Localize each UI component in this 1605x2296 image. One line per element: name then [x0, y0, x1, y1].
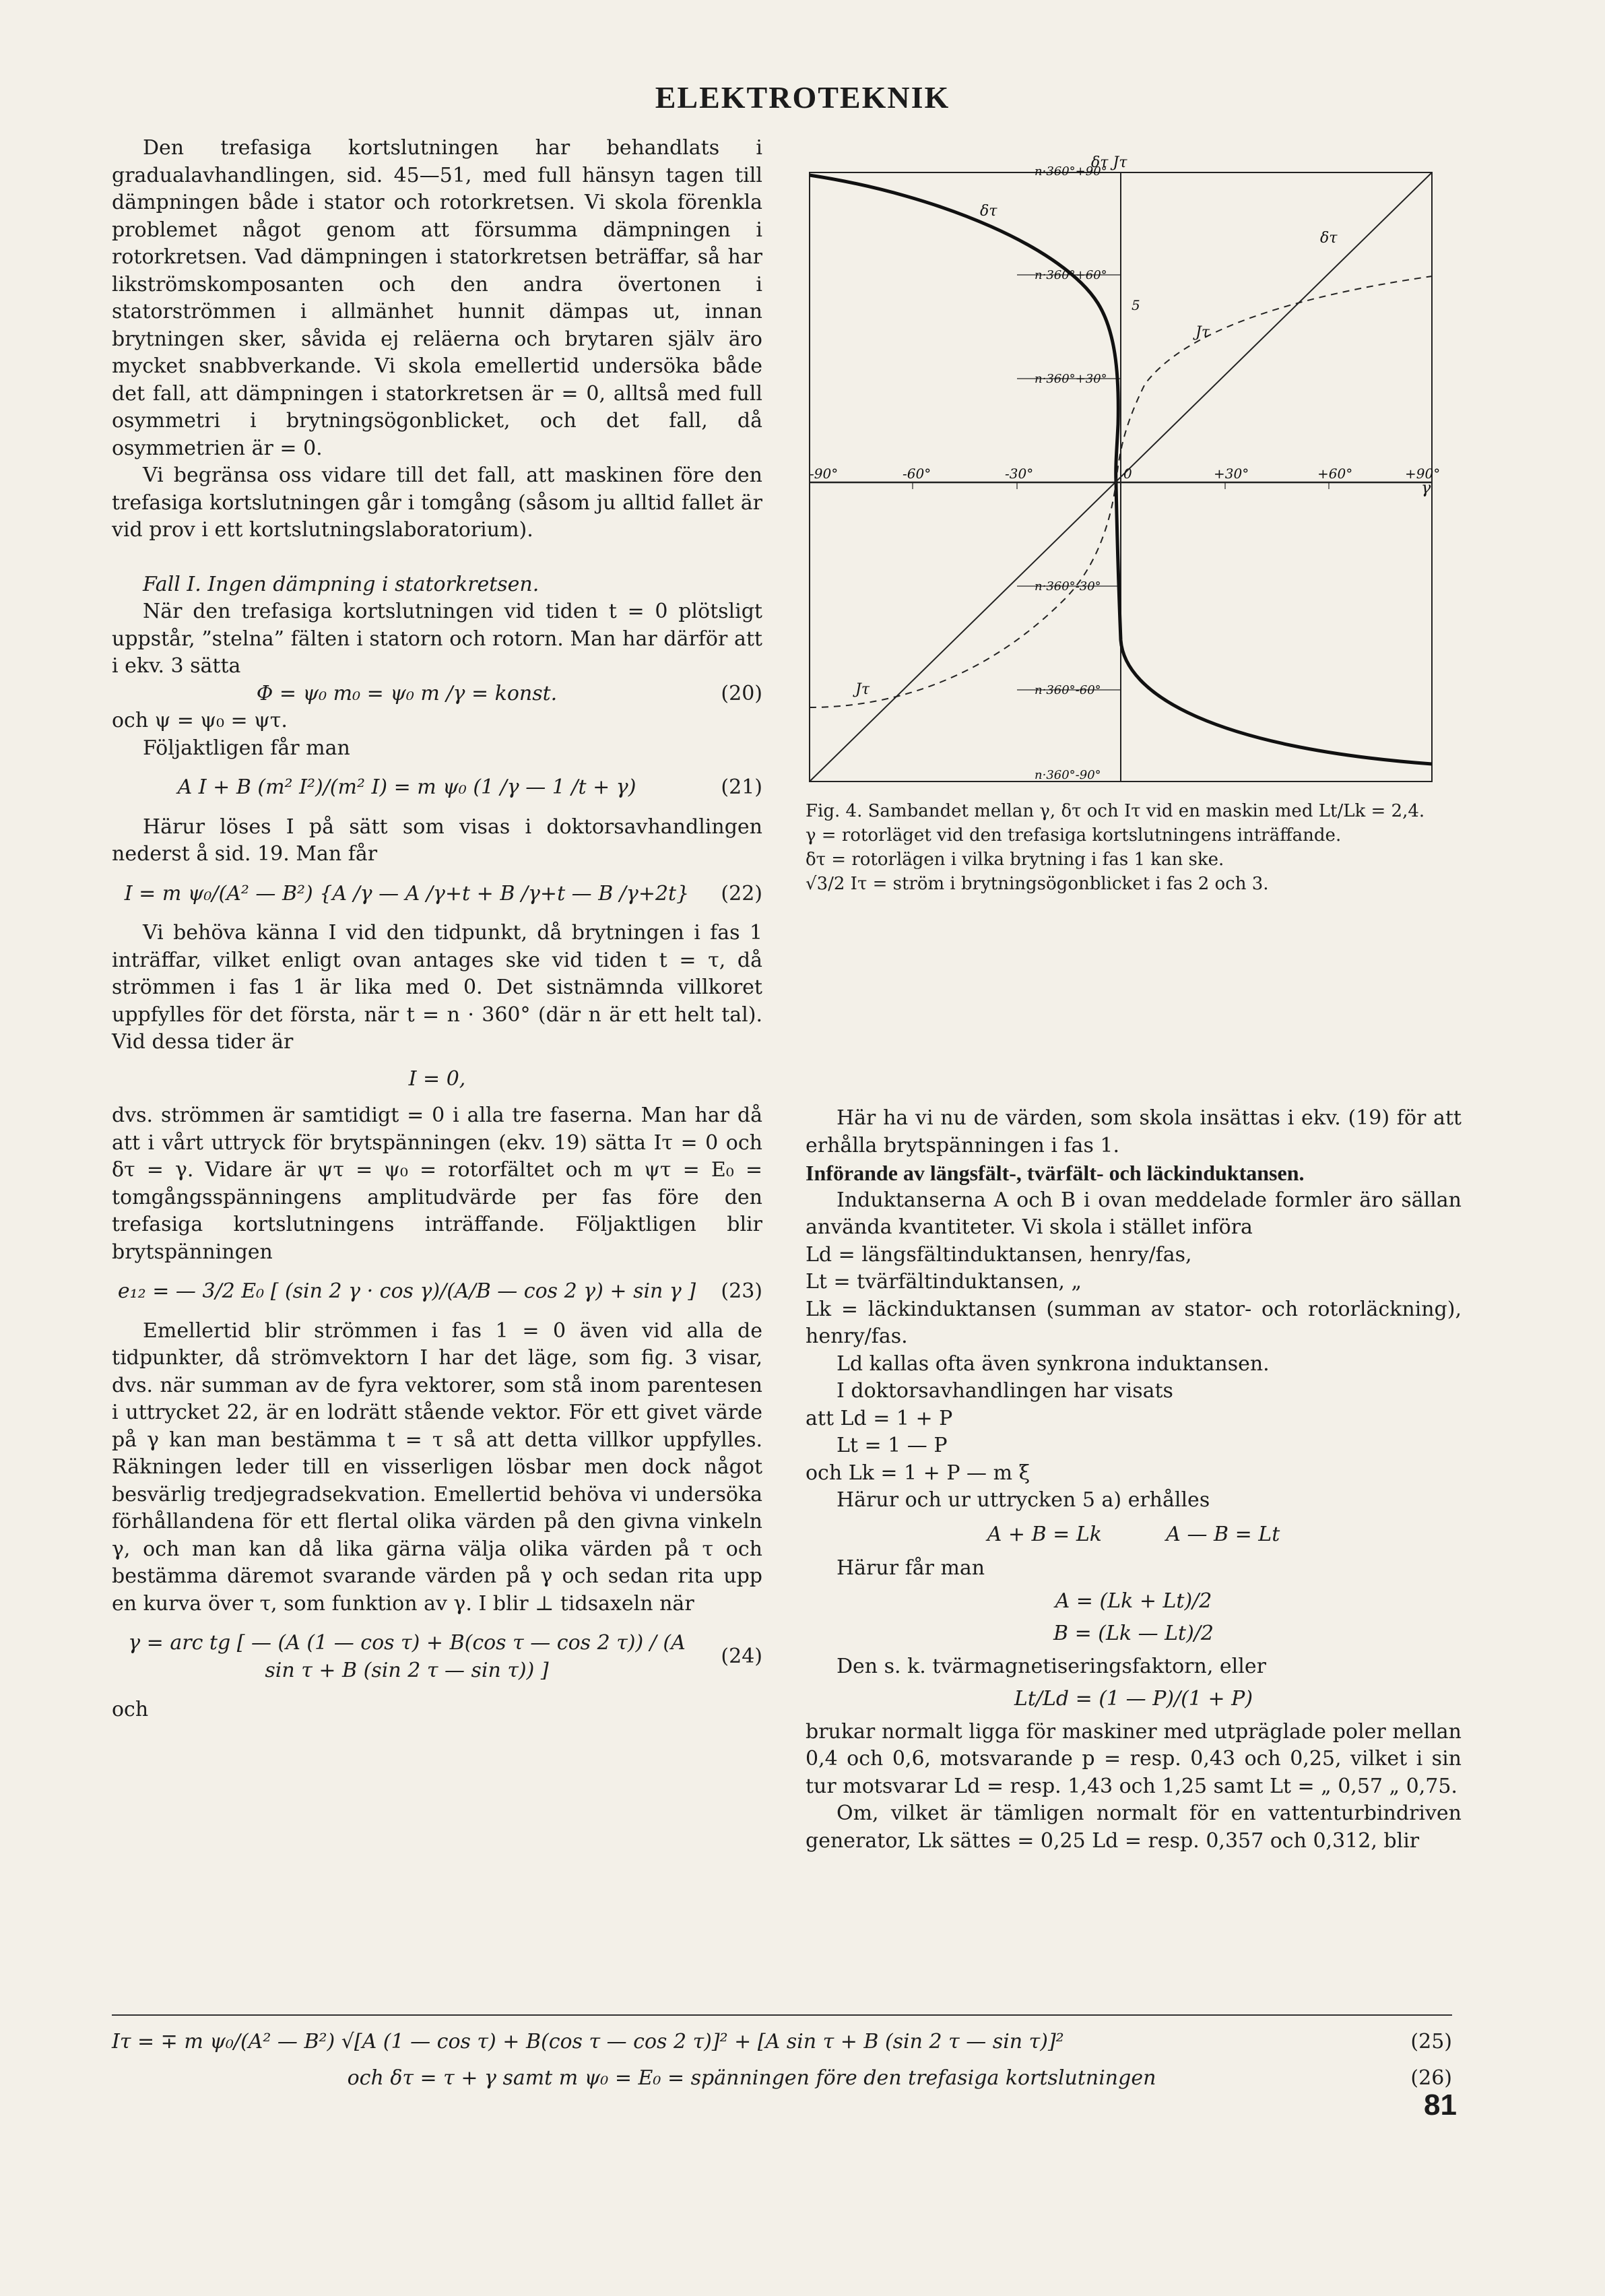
paragraph: Emellertid blir strömmen i fas 1 = 0 även vid alla de tidpunkter, då strömvektorn I har det läge, som fig. 3 visar, dvs. när summan av de fyra vektorer, som stå inom parentesen i uttrycket 22, är en lodrätt stående vektor. För ett givet värde på γ kan man bestämma t = τ så att detta villkor uppfylles. Räkningen leder till en visserligen lösbar men dock något besvärlig tredjegradsekvation. Emellertid behöva vi undersöka förhållandena för ett flertal olika värden på den givna vinkeln γ, och man kan då lika gärna välja olika värden på τ och bestämma däremot svarande värden på γ och sedan rita upp en kurva över τ, som funktion av γ. I blir ⊥ tidsaxeln när — [112, 1318, 762, 1616]
x-tick-label: +60° — [1317, 466, 1353, 482]
definition: Lt = tvärfältinduktansen, „ — [806, 1270, 1082, 1294]
paragraph: Vi begränsa oss vidare till det fall, att maskinen före den trefasiga kortslutningen går i tomgång (såsom ju alltid fallet är vid prov i ett kortslutningslaboratorium). — [112, 464, 762, 542]
equation-20 — [112, 680, 762, 708]
relation: Lt = 1 — P — [837, 1434, 948, 1457]
paragraph: och — [112, 1698, 149, 1721]
equation-21 — [112, 774, 762, 802]
equation: B = (Lk — Lt)/2 — [1053, 1622, 1214, 1645]
equation-number: (21) — [721, 775, 762, 799]
page-number: 81 — [1424, 2088, 1457, 2122]
equation: Iτ = ∓ m ψ₀/(A² — B²) √[A (1 — cos τ) + B(cos τ — cos 2 τ)]² + [A sin τ + B (sin 2 τ — sin τ)]² — [112, 2030, 1064, 2053]
y-tick-label: n·360°-90° — [1035, 768, 1101, 782]
equation: I = m ψ₀/(A² — B²) {A /γ — A /γ+t + B /γ+t — B /γ+2t} — [124, 881, 690, 905]
y-tick-label: n·360°+30° — [1035, 372, 1107, 386]
paragraph: Induktanserna A och B i ovan meddelade formler äro sällan använda kvantiteter. Vi skola i stället införa — [806, 1188, 1462, 1239]
x-tick-label: -90° — [810, 466, 839, 482]
equation: och δτ = τ + γ samt m ψ₀ = E₀ = spänningen före den trefasiga kortslutningen — [347, 2066, 1156, 2090]
equation-24 — [112, 1630, 762, 1684]
caption-line: δτ = rotorlägen i vilka brytning i fas 1 kan ske. — [806, 850, 1224, 870]
curve-label: δτ — [980, 203, 997, 220]
paragraph: och ψ = ψ₀ = ψτ. — [112, 709, 288, 732]
paragraph: dvs. strömmen är samtidigt = 0 i alla tre faserna. Man har då att i vårt uttryck för brytspänningen (ekv. 19) sätta Iτ = 0 och δτ = γ. Vidare är ψτ = ψ₀ = rotorfältet och m ψτ = E₀ = tomgångsspänningens amplitudvärde per fas före den trefasiga kortslutningens inträffande. Följaktligen blir brytspänningen — [112, 1104, 762, 1264]
paragraph: Härur får man — [837, 1556, 985, 1580]
equation-number: (25) — [1410, 2030, 1452, 2053]
y-tick-label: n·360°-30° — [1035, 579, 1101, 594]
paragraph: När den trefasiga kortslutningen vid tiden t = 0 plötsligt uppstår, ”stelna” fälten i statorn och rotorn. Man har därför att i ekv. 3 sätta — [112, 600, 762, 678]
curve-label: δτ — [1320, 230, 1338, 247]
relation: att Ld = 1 + P — [806, 1406, 953, 1430]
equation-26 — [112, 2060, 1452, 2097]
figure-top-label: δτ Jτ — [1091, 154, 1127, 171]
equation-23 — [112, 1278, 762, 1306]
x-tick-label: -60° — [903, 466, 931, 482]
paragraph: Här ha vi nu de värden, som skola insättas i ekv. (19) för att erhålla brytspänningen i fas 1. — [806, 1106, 1462, 1157]
bottom-equations — [112, 2014, 1452, 2097]
equation-number: (26) — [1410, 2066, 1452, 2090]
equation-number: (22) — [721, 881, 762, 905]
paragraph: Den trefasiga kortslutningen har behandlats i gradualavhandlingen, sid. 45—51, med full hänsyn tagen till dämpningen både i stator och rotorkretsen. Vi skola förenkla problemet något genom att försumma dämpningen i rotorkretsen. Vad dämpningen i statorkretsen beträffar, så har likströmskomposanten och den andra övertonen i statorströmmen i allmänhet hunnit dämpas ut, innan brytningen sker, såvida ej reläerna och brytaren själv äro mycket snabbverkande. Vi skola emellertid undersöka både det fall, att dämpningen i statorkretsen är = 0, alltså med full osymmetri i brytningsögonblicket, och det fall, då osymmetrien är = 0. — [112, 136, 762, 460]
relation: och Lk = 1 + P — m ξ — [806, 1461, 1030, 1485]
caption-line: γ = rotorläget vid den trefasiga kortslutningens inträffande. — [806, 825, 1342, 846]
equation: γ = arc tg [ — (A (1 — cos τ) + B(cos τ — cos 2 τ)) / (A sin τ + B (sin 2 τ — sin τ)) ] — [128, 1631, 686, 1682]
figure-4 — [808, 154, 1441, 788]
curve-label: 5 — [1132, 297, 1140, 313]
x-tick-label: 0 — [1123, 466, 1132, 482]
page-title: ELEKTROTEKNIK — [655, 80, 950, 115]
equation-number: (20) — [721, 681, 762, 705]
x-tick-label: +30° — [1214, 466, 1249, 482]
section-heading: Införande av längsfält-, tvärfält- och läckinduktansen. — [806, 1161, 1305, 1185]
paragraph: brukar normalt ligga för maskiner med utpräglade poler mellan 0,4 och 0,6, motsvarande p = resp. 0,43 och 0,25, vilket i sin tur motsvarar Ld = resp. 1,43 och 1,25 samt Lt = „ 0,57 „ 0,75. — [806, 1719, 1462, 1798]
y-tick-label: n·360°+90° — [1035, 164, 1107, 179]
paragraph: Härur och ur uttrycken 5 a) erhålles — [837, 1488, 1210, 1512]
x-axis-label: γ — [1421, 478, 1431, 497]
y-tick-label: n·360°-60° — [1035, 683, 1101, 697]
paragraph: Ld kallas ofta även synkrona induktansen. — [837, 1351, 1270, 1376]
equation: A + B = Lk A — B = Lt — [987, 1522, 1280, 1546]
equation-number: (23) — [721, 1279, 762, 1303]
equation-25 — [112, 2024, 1452, 2060]
caption-line: Fig. 4. Sambandet mellan γ, δτ och Iτ vid en maskin med Lt/Lk = 2,4. — [806, 801, 1425, 821]
paragraph: Den s. k. tvärmagnetiseringsfaktorn, eller — [837, 1654, 1266, 1678]
figure-4-graph — [808, 154, 1441, 788]
paragraph: Om, vilket är tämligen normalt för en vattenturbindriven generator, Lk sättes = 0,25 Ld = resp. 0,357 och 0,312, blir — [806, 1801, 1462, 1853]
x-tick-label: +90° — [1405, 466, 1441, 482]
equation: Φ = ψ₀ m₀ = ψ₀ m /γ = konst. — [256, 681, 558, 705]
paragraph: I doktorsavhandlingen har visats — [837, 1379, 1173, 1403]
x-tick-label: -30° — [1005, 466, 1034, 482]
caption-line: √3/2 Iτ = ström i brytningsögonblicket i fas 2 och 3. — [806, 874, 1269, 894]
paragraph: Vi behöva känna I vid den tidpunkt, då brytningen i fas 1 inträffar, vilket enligt ovan antages ske vid tiden t = τ, då strömmen i fas 1 är lika med 0. Det sistnämnda villkoret uppfylles för det första, när t = n · 360° (där n är ett helt tal). Vid dessa tider är — [112, 921, 762, 1054]
definition: Ld = längsfältinduktansen, henry/fas, — [806, 1242, 1192, 1267]
paragraph: Följaktligen får man — [143, 736, 350, 760]
curve-label: Jτ — [855, 681, 870, 698]
equation-number: (24) — [721, 1645, 762, 1669]
equation-22 — [112, 881, 762, 908]
y-tick-label: n·360°+60° — [1035, 268, 1107, 282]
equation: I = 0, — [408, 1066, 466, 1091]
left-column — [112, 135, 762, 1724]
equation: e₁₂ = — 3/2 E₀ [ (sin 2 γ · cos γ)/(A/B — cos 2 γ) + sin γ ] — [117, 1279, 696, 1303]
right-column — [806, 1105, 1462, 1855]
paragraph: Härur löses I på sätt som visas i doktorsavhandlingen nederst å sid. 19. Man får — [112, 815, 762, 866]
definition: Lk = läckinduktansen (summan av stator- och rotorläckning), henry/fas. — [806, 1297, 1462, 1348]
figure-caption — [806, 799, 1462, 896]
equation: A I + B (m² I²)/(m² I) = m ψ₀ (1 /γ — 1 /t + γ) — [177, 775, 636, 799]
equation: Lt/Ld = (1 — P)/(1 + P) — [1014, 1687, 1253, 1711]
curve-label: Jτ — [1195, 324, 1210, 341]
divider — [112, 2014, 1452, 2016]
section-heading: Fall I. Ingen dämpning i statorkretsen. — [143, 572, 539, 596]
equation: A = (Lk + Lt)/2 — [1055, 1589, 1212, 1613]
